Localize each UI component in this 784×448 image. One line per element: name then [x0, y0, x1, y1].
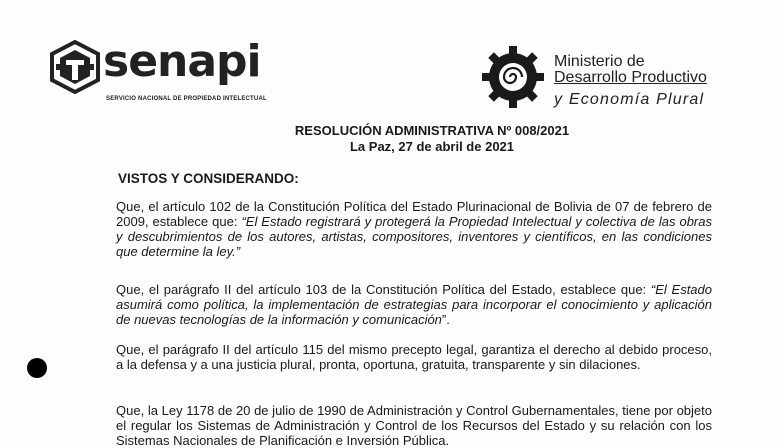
paragraph-3-text: Que, el parágrafo II del artículo 115 del mismo precepto legal, garantiza el derecho al debido proceso, a la defensa y a una justicia plural, pronta, oportuna, gratuita, transparente y sin dilaciones. [116, 342, 712, 372]
place-date: La Paz, 27 de abril de 2021 [349, 139, 515, 154]
gear-icon [480, 44, 546, 110]
resolution-title: RESOLUCIÓN ADMINISTRATIVA Nº 008/2021 [294, 123, 570, 138]
ministerio-logo [480, 40, 780, 115]
paragraph-2-text: Que, el parágrafo II del artículo 103 de la Constitución Política del Estado, establece que: [116, 282, 651, 297]
paragraph-2 [116, 282, 712, 327]
paragraph-1-quote: “El Estado registrará y protegerá la Propiedad Intelectual y colectiva de las obras y descubrimientos de los autores, artistas, compositores, inventores y científicos, en las condiciones que determine la ley.” [116, 214, 712, 259]
ministerio-line-1: Ministerio de [554, 53, 645, 70]
paragraph-2-quote: “El Estado asumirá como política, la implementación de estrategias para incorporar el conocimiento y aplicación de nuevas tecnologías de la información y comunicación [116, 282, 712, 327]
senapi-wordmark: senapi [103, 36, 261, 87]
senapi-subtitle: SERVICIO NACIONAL DE PROPIEDAD INTELECTUAL [106, 96, 267, 102]
section-heading: VISTOS Y CONSIDERANDO: [118, 171, 299, 186]
paragraph-4 [116, 403, 712, 448]
paragraph-1-text: Que, el artículo 102 de la Constitución Política del Estado Plurinacional de Bolivia de 07 de febrero de 2009, establece que: [116, 199, 712, 229]
senapi-emblem-icon [48, 40, 102, 94]
punch-hole [27, 358, 47, 378]
paragraph-2-tail: ”. [441, 312, 450, 327]
ministerio-line-3: y Economía Plural [554, 91, 705, 108]
paragraph-1 [116, 199, 712, 259]
paragraph-4-text: Que, la Ley 1178 de 20 de julio de 1990 de Administración y Control Gubernamentales, tiene por objeto el regular los Sistemas de Administración y Control de los Recursos del Estado y su relación con los Sistemas Nacionales de Planificación e Inversión Pública. [116, 403, 712, 448]
senapi-logo [48, 36, 267, 106]
paragraph-3 [116, 342, 712, 372]
ministerio-line-2: Desarrollo Productivo [554, 69, 707, 86]
